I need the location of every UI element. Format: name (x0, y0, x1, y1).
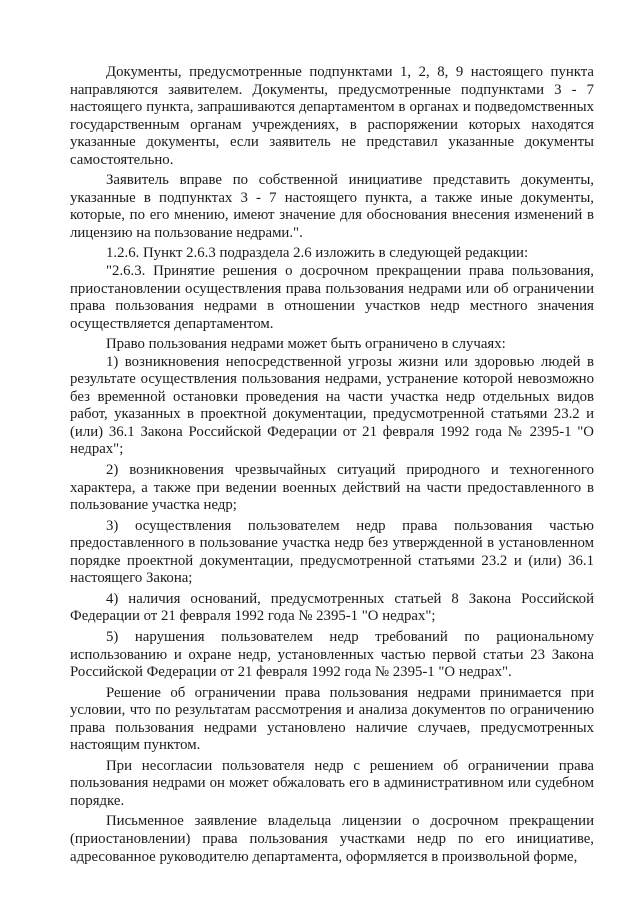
paragraph-written-application: Письменное заявление владельца лицензии о досрочном прекращении (приостановлении) права пользования участками недр по его инициативе, адресованное руководителю департамента, оформляется в произвольной форме, (70, 813, 594, 865)
list-item-case-1: 1) возникновения непосредственной угрозы жизни или здоровью людей в результате осуществления пользования недрами, устранение которой невозможно без временной остановки проведения на части участка недр отдельных видов работ, указанных в проектной документации, предусмотренной статьями 23.2 и (или) 36.1 Закона Российской Федерации от 21 февраля 1992 года № 2395-1 "О недрах"; (70, 353, 594, 458)
document-body (70, 64, 594, 866)
list-item-case-2: 2) возникновения чрезвычайных ситуаций природного и техногенного характера, а также при ведении военных действий на части предоставленного в пользование участка недр; (70, 462, 594, 514)
list-item-case-4: 4) наличия оснований, предусмотренных статьей 8 Закона Российской Федерации от 21 февраля 1992 года № 2395-1 "О недрах"; (70, 590, 594, 625)
paragraph-clause-2-6-3: "2.6.3. Принятие решения о досрочном прекращении права пользования, приостановлении осуществления права пользования недрами или об ограничении права пользования недрами в отношении участков недр местного значения осуществляется департаментом. (70, 263, 594, 332)
paragraph-restriction-cases-intro: Право пользования недрами может быть ограничено в случаях: (106, 336, 506, 353)
paragraph-applicant-right: Заявитель вправе по собственной инициативе представить документы, указанные в подпунктах 3 - 7 настоящего пункта, а также иные документы, которые, по его мнению, имеют значение для обоснования внесения изменений в лицензию на пользование недрами.". (70, 172, 594, 241)
paragraph-restriction-decision: Решение об ограничении права пользования недрами принимается при условии, что по результатам рассмотрения и анализа документов по ограничению права пользования недрами установлено наличие случаев, предусмотренных настоящим пунктом. (70, 684, 594, 754)
list-item-case-3: 3) осуществления пользователем недр права пользования частью предоставленного в пользование участка недр без утвержденной в установленном порядке проектной документации, предусмотренной статьями 23.2 и (или) 36.1 настоящего Закона; (70, 517, 594, 587)
paragraph-documents-submission: Документы, предусмотренные подпунктами 1, 2, 8, 9 настоящего пункта направляются заявителем. Документы, предусмотренные подпунктами 3 - 7 настоящего пункта, запрашиваются департаментом в органах и подведомственных государственным органам учреждениях, в распоряжении которых находятся указанные документы, если заявитель не представил указанные документы самостоятельно. (70, 64, 594, 168)
paragraph-appeal: При несогласии пользователя недр с решением об ограничении права пользования недрами он может обжаловать его в административном или судебном порядке. (70, 757, 594, 809)
list-item-case-5: 5) нарушения пользователем недр требований по рациональному использованию и охране недр, установленных частью первой статьи 23 Закона Российской Федерации от 21 февраля 1992 года № 2395-1 "О недрах". (70, 628, 594, 681)
paragraph-amendment-1-2-6: 1.2.6. Пункт 2.6.3 подраздела 2.6 изложить в следующей редакции: (106, 245, 529, 262)
